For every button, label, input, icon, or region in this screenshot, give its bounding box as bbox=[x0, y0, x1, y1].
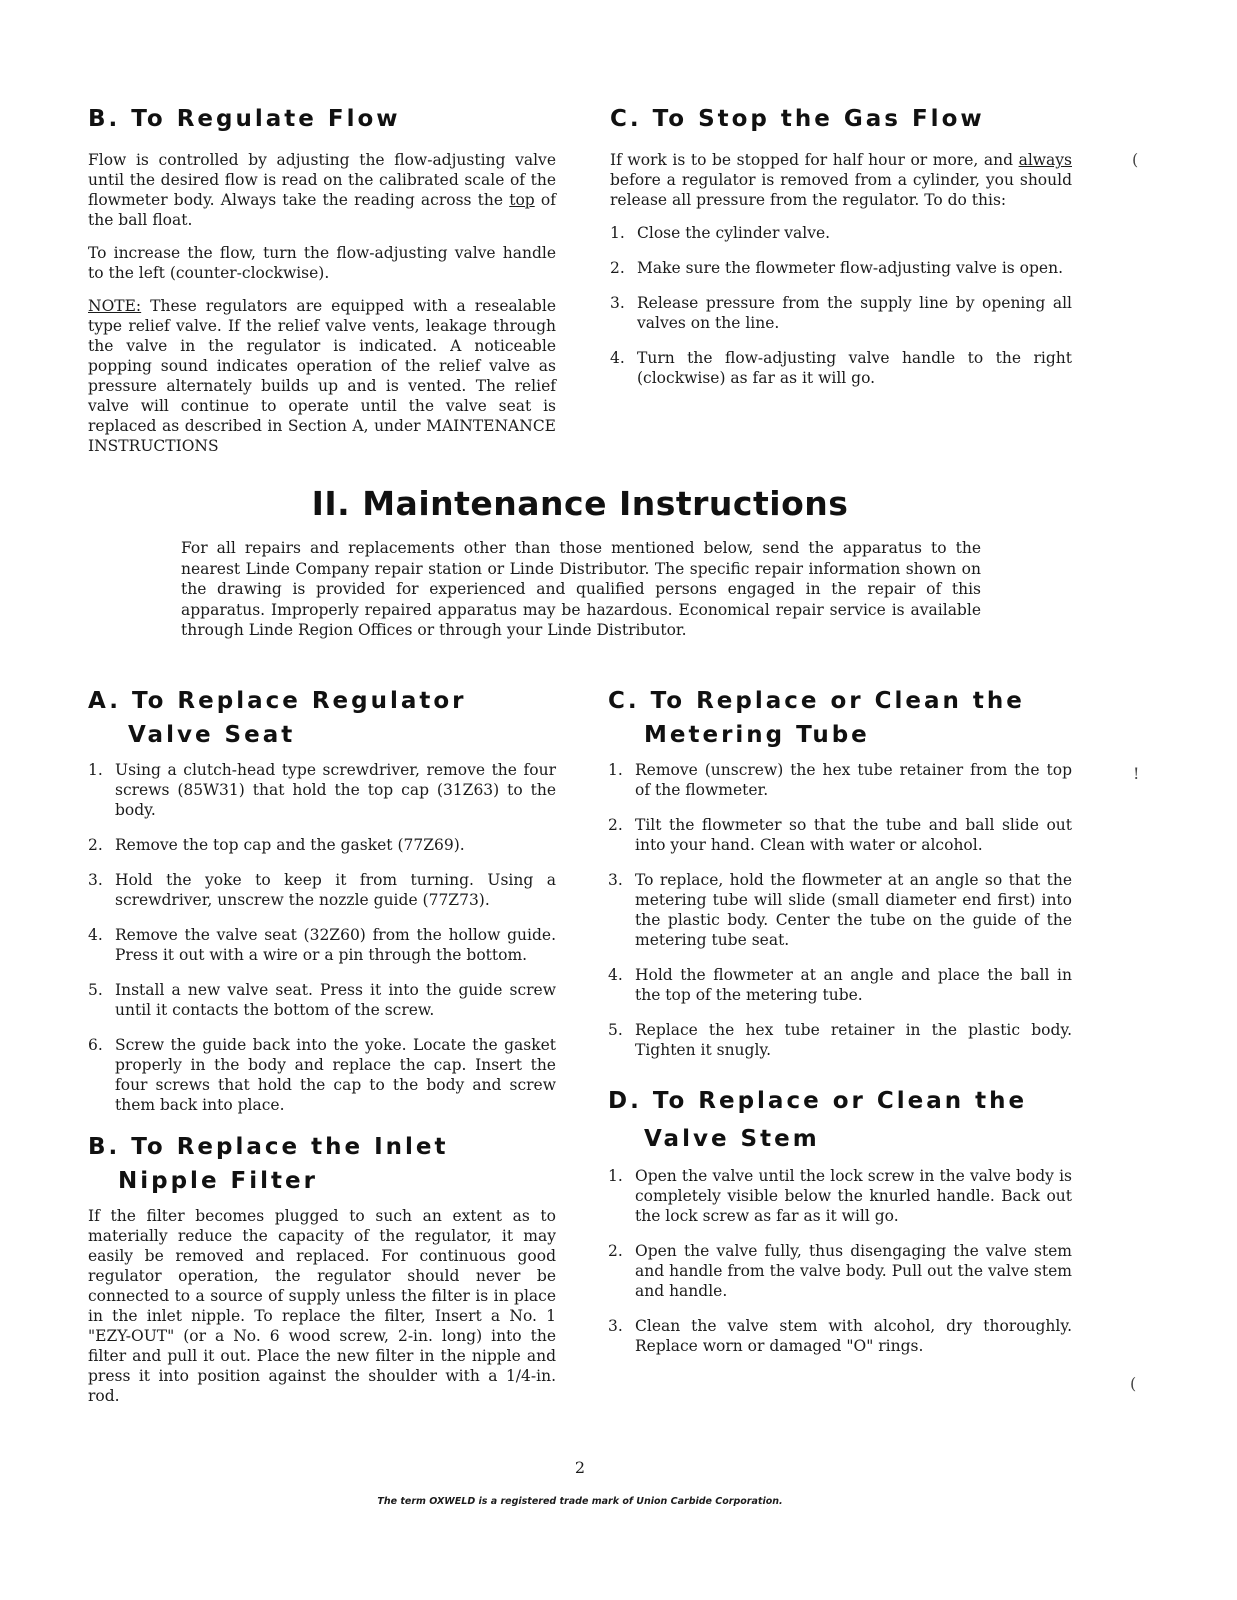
relief-valve-note: NOTE: These regulators are equipped with a resealable type relief valve. If the relief valve vents, leakage through the valve in the regulator is indicated. A noticeable popping sound indicates operation of the relief valve as pressure alternately builds up and is vented. The relief valve will continue to operate until the valve seat is replaced as described in Section A, under MAINTENANCE INSTRUCTIONS bbox=[88, 297, 556, 455]
stop-gas-flow-steps bbox=[610, 223, 1072, 388]
list-item: 1. Remove (unscrew) the hex tube retainer from the top of the flowmeter. bbox=[608, 761, 1072, 799]
maintenance-title: II. Maintenance Instructions bbox=[311, 484, 849, 523]
replace-valve-seat-steps bbox=[88, 760, 556, 1115]
regulate-flow-heading: B. To Regulate Flow bbox=[88, 106, 401, 132]
list-item: 1. Open the valve until the lock screw in the valve body is completely visible below the knurled handle. Back out the lock screw as far as it will go. bbox=[608, 1167, 1072, 1225]
list-item: 5. Install a new valve seat. Press it into the guide screw until it contacts the bottom of the screw. bbox=[88, 981, 556, 1019]
list-item: 1. Close the cylinder valve. bbox=[610, 224, 831, 242]
list-item: 2. Make sure the flowmeter flow-adjusting valve is open. bbox=[610, 259, 1063, 277]
list-item: 5. Replace the hex tube retainer in the plastic body. Tighten it snugly. bbox=[608, 1021, 1072, 1059]
list-item: 1. Using a clutch-head type screwdriver, remove the four screws (85W31) that hold the top cap (31Z63) to the body. bbox=[88, 761, 556, 819]
left-column-bottom bbox=[88, 684, 556, 1419]
list-item: 6. Screw the guide back into the yoke. Locate the gasket properly in the body and replace the cap. Insert the four screws that hold the cap to the body and screw them back into place. bbox=[88, 1036, 556, 1114]
replace-valve-seat-heading: A. To Replace Regulator Valve Seat bbox=[88, 688, 467, 748]
list-item: 2. Open the valve fully, thus disengaging the valve stem and handle from the valve body. Pull out the valve stem and handle. bbox=[608, 1242, 1072, 1300]
increase-flow-paragraph: To increase the flow, turn the flow-adjusting valve handle to the left (counter-clockwise). bbox=[88, 244, 556, 282]
regulate-flow-section bbox=[88, 102, 556, 469]
replace-metering-tube-heading: C. To Replace or Clean the Metering Tube bbox=[608, 688, 1025, 748]
page-number: 2 bbox=[574, 1458, 586, 1477]
margin-mark: ( bbox=[1130, 1374, 1137, 1393]
replace-valve-stem-steps bbox=[608, 1166, 1072, 1356]
list-item: 3. Clean the valve stem with alcohol, dry thoroughly. Replace worn or damaged "O" rings. bbox=[608, 1317, 1072, 1355]
maintenance-intro-text: For all repairs and replacements other than those mentioned below, send the apparatus to the nearest Linde Company repair station or Linde Distributor. The specific repair information shown on the drawing is provided for experienced and qualified persons engaged in the repair of this apparatus. Improperly repaired apparatus may be hazardous. Economical repair service is available through Linde Region Offices or through your Linde Distributor. bbox=[181, 539, 981, 639]
list-item: 4. Turn the flow-adjusting valve handle to the right (clockwise) as far as it will go. bbox=[610, 349, 1072, 387]
list-item: 3. Release pressure from the supply line by opening all valves on the line. bbox=[610, 294, 1072, 332]
replace-metering-tube-steps bbox=[608, 760, 1072, 1060]
replace-valve-stem-heading: D. To Replace or Clean the Valve Stem bbox=[608, 1088, 1028, 1152]
list-item: 3. Hold the yoke to keep it from turning. Using a screwdriver, unscrew the nozzle guide (77Z73). bbox=[88, 871, 556, 909]
margin-mark: ( bbox=[1132, 150, 1139, 169]
stop-gas-flow-paragraph: If work is to be stopped for half hour or more, and always before a regulator is removed from a cylinder, you should release all pressure from the regulator. To do this: bbox=[610, 151, 1072, 209]
margin-mark: ! bbox=[1133, 764, 1140, 783]
trademark-footer: The term OXWELD is a registered trade mark of Union Carbide Corporation. bbox=[377, 1496, 783, 1507]
list-item: 4. Remove the valve seat (32Z60) from the hollow guide. Press it out with a wire or a pin through the bottom. bbox=[88, 926, 556, 964]
regulate-flow-paragraph: Flow is controlled by adjusting the flow-adjusting valve until the desired flow is read on the calibrated scale of the flowmeter body. Always take the reading across the top of the ball float. bbox=[88, 151, 556, 229]
replace-inlet-filter-heading: B. To Replace the Inlet Nipple Filter bbox=[88, 1134, 449, 1194]
list-item: 2. Remove the top cap and the gasket (77Z69). bbox=[88, 836, 465, 854]
maintenance-intro bbox=[181, 538, 981, 641]
right-column-bottom bbox=[608, 684, 1072, 1371]
list-item: 2. Tilt the flowmeter so that the tube and ball slide out into your hand. Clean with water or alcohol. bbox=[608, 816, 1072, 854]
stop-gas-flow-heading: C. To Stop the Gas Flow bbox=[610, 106, 985, 132]
list-item: 3. To replace, hold the flowmeter at an angle so that the metering tube will slide (small diameter end first) into the plastic body. Center the tube on the guide of the metering tube seat. bbox=[608, 871, 1072, 949]
replace-inlet-filter-text: If the filter becomes plugged to such an extent as to materially reduce the capacity of the regulator, it may easily be removed and replaced. For continuous good regulator operation, the regulator should never be connected to a source of supply unless the filter is in place in the inlet nipple. To replace the filter, Insert a No. 1 "EZY-OUT" (or a No. 6 wood screw, 2-in. long) into the filter and pull it out. Place the new filter in the nipple and press it into position against the shoulder with a 1/4-in. rod. bbox=[88, 1207, 556, 1405]
stop-gas-flow-section bbox=[610, 102, 1072, 403]
list-item: 4. Hold the flowmeter at an angle and place the ball in the top of the metering tube. bbox=[608, 966, 1072, 1004]
